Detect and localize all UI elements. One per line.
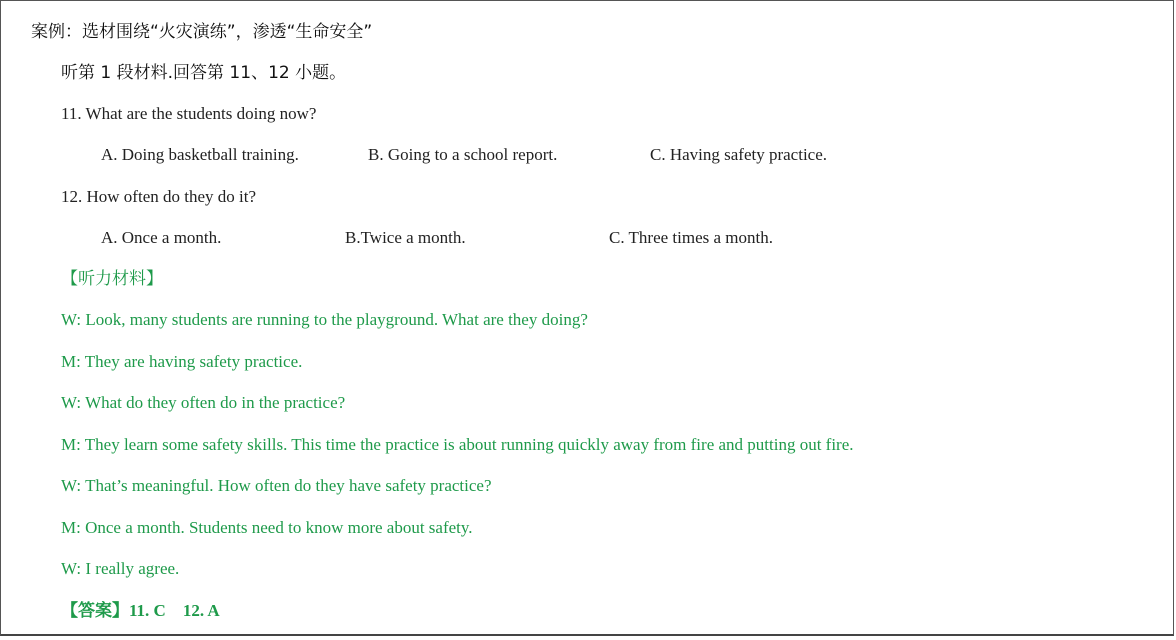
transcript-line: M: They learn some safety skills. This time the practice is about running quickly away from fire and putting out fire. bbox=[61, 435, 854, 454]
question-11-option-a: A. Doing basketball training. bbox=[101, 145, 299, 164]
transcript-line: W: Look, many students are running to the playground. What are they doing? bbox=[61, 310, 588, 329]
case-title: 案例：选材围绕“火灾演练”，渗透“生命安全” bbox=[31, 22, 373, 42]
instruction: 听第 1 段材料.回答第 11、12 小题。 bbox=[61, 63, 347, 83]
question-12: 12. How often do they do it? bbox=[61, 187, 256, 206]
question-12-option-c: C. Three times a month. bbox=[609, 228, 773, 247]
answer-row bbox=[61, 600, 220, 622]
transcript-line: M: Once a month. Students need to know more about safety. bbox=[61, 518, 473, 537]
question-11: 11. What are the students doing now? bbox=[61, 104, 317, 123]
answer-label: 【答案】 bbox=[61, 601, 129, 621]
transcript-line: W: That’s meaningful. How often do they have safety practice? bbox=[61, 476, 492, 495]
question-11-option-b: B. Going to a school report. bbox=[368, 145, 558, 164]
transcript-line: W: What do they often do in the practice? bbox=[61, 393, 346, 412]
transcript-line: M: They are having safety practice. bbox=[61, 352, 303, 371]
answer-text: 11. C 12. A bbox=[129, 601, 220, 620]
transcript-heading: 【听力材料】 bbox=[61, 269, 163, 289]
question-12-option-a: A. Once a month. bbox=[101, 228, 222, 247]
question-12-option-b: B.Twice a month. bbox=[345, 228, 466, 247]
question-11-option-c: C. Having safety practice. bbox=[650, 145, 828, 164]
transcript-line: W: I really agree. bbox=[61, 559, 180, 578]
